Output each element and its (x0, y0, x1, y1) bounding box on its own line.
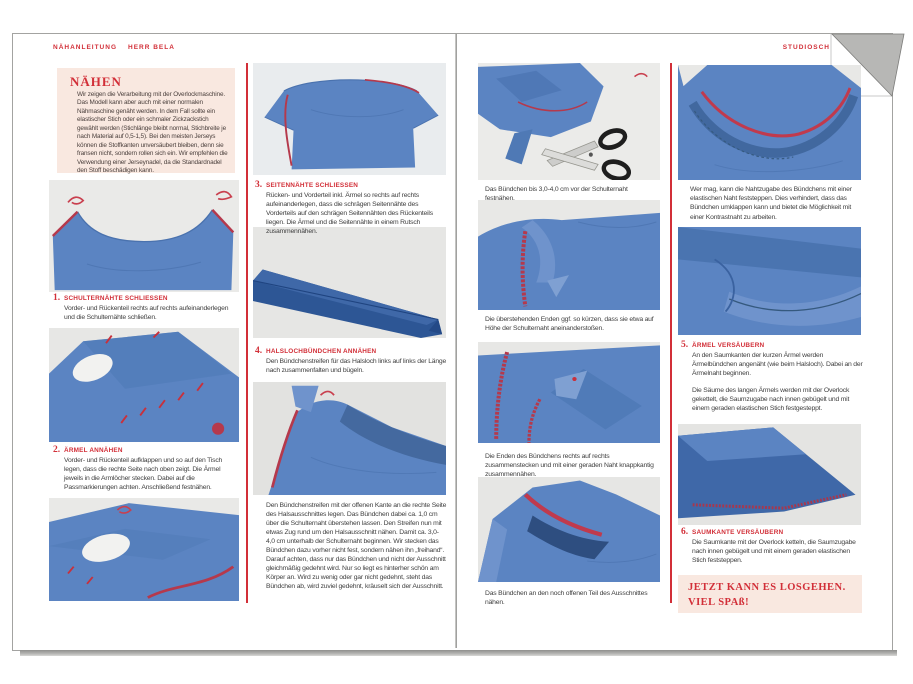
page-bottom-edge (20, 650, 897, 656)
page-spine (455, 34, 457, 648)
step-1-title: SCHULTERNÄHTE SCHLIESSEN (64, 295, 168, 302)
step-5-title: ÄRMEL VERSÄUBERN (692, 342, 765, 349)
photo-finished-collar-graphic (678, 65, 861, 180)
caption-pin-ends: Die Enden des Bündchens rechts auf rechts zusammenstecken und mit einer geraden Naht knappkantig zusammennähen. (485, 453, 654, 479)
step-5-number: 5. (681, 340, 689, 350)
step-2-title: ÄRMEL ANNÄHEN (64, 447, 123, 454)
step-4-body: Den Bündchenstreifen für das Halsloch links auf links der Länge nach zusammenfalten und bügeln. (266, 358, 447, 375)
caption-baste-band: Das Bündchen bis 3,0-4,0 cm vor der Schulternaht festnähen. (485, 186, 628, 203)
step-2-number: 2. (53, 445, 61, 455)
step-3-body: Rücken- und Vorderteil inkl. Ärmel so rechts auf rechts aufeinanderlegen, dass die schrägen Seitennähte des Vorderteils auf den schrägen Seitennähten des Rückenteils liegen. Die Ärmel und die Seitennähte in einem Rutsch zusammennähen. (266, 192, 433, 236)
photo-band-ends-fold (478, 200, 660, 310)
photo-sew-open-neckline (478, 477, 660, 582)
photo-hem-corner (678, 424, 861, 525)
photo-band-ends-pinned-graphic (478, 342, 660, 443)
caption-sew-open-part: Das Bündchen an den noch offenen Teil des Ausschnittes nähen. (485, 590, 648, 607)
outro-text (688, 581, 846, 610)
photo-pinned-shoulders-graphic (49, 328, 239, 442)
photo-armhole-pinned (49, 498, 239, 601)
intro-body: Wir zeigen die Verarbeitung mit der Overlockmaschine. Das Modell kann aber auch mit einer normalen Nähmaschine genäht werden. In dem Fall sollte ein elastischer Stich oder ein schmaler Zickzackstich gewählt werden (Stichlänge bleibt normal, Stichbreite je nach Material auf 0,5-1,5). Bei den meisten Jerseys können die Stoffkanten unversäubert bleiben, denn sie fransen nicht, sondern rollen sich ein. Wir empfehlen die Verwendung einer Jerseynadel, da die Standardnadel den Stoff beschädigen kann. (77, 91, 228, 175)
photo-shoulder-seams-graphic (49, 180, 239, 292)
photo-hem-corner-graphic (678, 424, 861, 525)
doc-type-label: NÄHANLEITUNG (53, 44, 117, 51)
step-3-number: 3. (255, 180, 263, 190)
step-5-body (692, 351, 864, 413)
photo-sleeve-band-graphic (678, 227, 861, 335)
photo-shirt-flat-graphic (253, 63, 446, 175)
column-divider-left (246, 63, 248, 603)
step-1-body: Vorder- und Rückenteil rechts auf rechts aufeinanderlegen und die Schulternähte schließen. (64, 305, 229, 322)
photo-neckband-attach (253, 382, 446, 495)
step-1-number: 1. (53, 293, 61, 303)
photo-trim-scissors-graphic (478, 63, 660, 180)
photo-neckband-strip-graphic (253, 227, 446, 338)
photo-finished-collar (678, 65, 861, 180)
photo-sleeve-band (678, 227, 861, 335)
intro-panel (57, 68, 235, 173)
photo-armhole-pinned-graphic (49, 498, 239, 601)
model-name-label: HERR BELA (128, 44, 175, 51)
outro-line-2: VIEL SPAß! (688, 596, 750, 608)
brand-label: STUDIOSCH (782, 44, 830, 51)
step-2-body: Vorder- und Rückenteil aufklappen und so auf den Tisch legen, dass die rechte Seite nach oben zeigt. Die Ärmel jeweils in die Armlöcher stecken. Dabei auf die Passmarkierungen achten. Anschließend festnähen. (64, 457, 223, 492)
intro-title: NÄHEN (70, 74, 122, 89)
step-4-title: HALSLOCHBÜNDCHEN ANNÄHEN (266, 348, 377, 355)
photo-band-ends-pinned (478, 342, 660, 443)
outro-line-1: JETZT KANN ES LOSGEHEN. (688, 582, 846, 593)
photo-shirt-flat (253, 63, 446, 175)
photo-band-ends-fold-graphic (478, 200, 660, 310)
outro-panel (678, 575, 862, 613)
step-5-paragraph-1: An den Saumkanten der kurzen Ärmel werden Ärmelbündchen angenäht (wie beim Halsloch). Dabei an der Ärmelnaht beginnen. (692, 352, 863, 378)
step-3-title: SEITENNÄHTE SCHLIESSEN (266, 182, 359, 189)
step-6-title: SAUMKANTE VERSÄUBERN (692, 529, 784, 536)
caption-trim-ends: Die überstehenden Enden ggf. so kürzen, dass sie etwa auf Höhe der Schulternaht aneinanderstoßen. (485, 316, 654, 333)
step-5-paragraph-2: Die Säume des langen Ärmels werden mit der Overlock gekettelt, die Saumzugabe nach innen gebügelt und mit einem geraden elastischen Stich festgesteppt. (692, 387, 850, 413)
caption-topstitch-option: Wer mag, kann die Nahtzugabe des Bündchens mit einer elastischen Naht feststeppen. Dies verhindert, dass das Bündchen umklappen kann und bietet die Möglichkeit mit einer Kontrastnaht zu arbeiten. (690, 186, 852, 221)
photo-sew-open-neckline-graphic (478, 477, 660, 582)
photo-pinned-shoulders (49, 328, 239, 442)
photo-neckband-strip (253, 227, 446, 338)
photo-neckband-attach-graphic (253, 382, 446, 495)
photo-shoulder-seams (49, 180, 239, 292)
photo-trim-scissors (478, 63, 660, 180)
neckband-instructions: Den Bündchenstreifen mit der offenen Kante an die rechte Seite des Halsausschnittes legen. Das Bündchen dabei ca. 1,0 cm über die Schulternaht überstehen lassen. Den Streifen nun mit etwas Zug rund um den Halsausschnitt nähen. Damit ca. 3,0-4,0 cm unterhalb der Schulternaht beginnen. Wir stecken das Bündchen dazu vorher nicht fest, sondern nähen ihn „freihand“. Darauf achten, dass nur das Bündchen und nicht der Ausschnitt gleichmäßig gedehnt wird. Nur so liegt es hinterher schön am Körper an. Wird zu wenig oder gar nicht gedehnt, steht das Bündchen ab, wird zuviel gedehnt, kräuselt sich der Ausschnitt. (266, 502, 447, 591)
step-6-number: 6. (681, 527, 689, 537)
step-6-body: Die Saumkante mit der Overlock ketteln, die Saumzugabe nach innen gebügelt und mit einem geraden elastischen Stich feststeppen. (692, 539, 856, 565)
step-4-number: 4. (255, 346, 263, 356)
column-divider-right (670, 63, 672, 603)
